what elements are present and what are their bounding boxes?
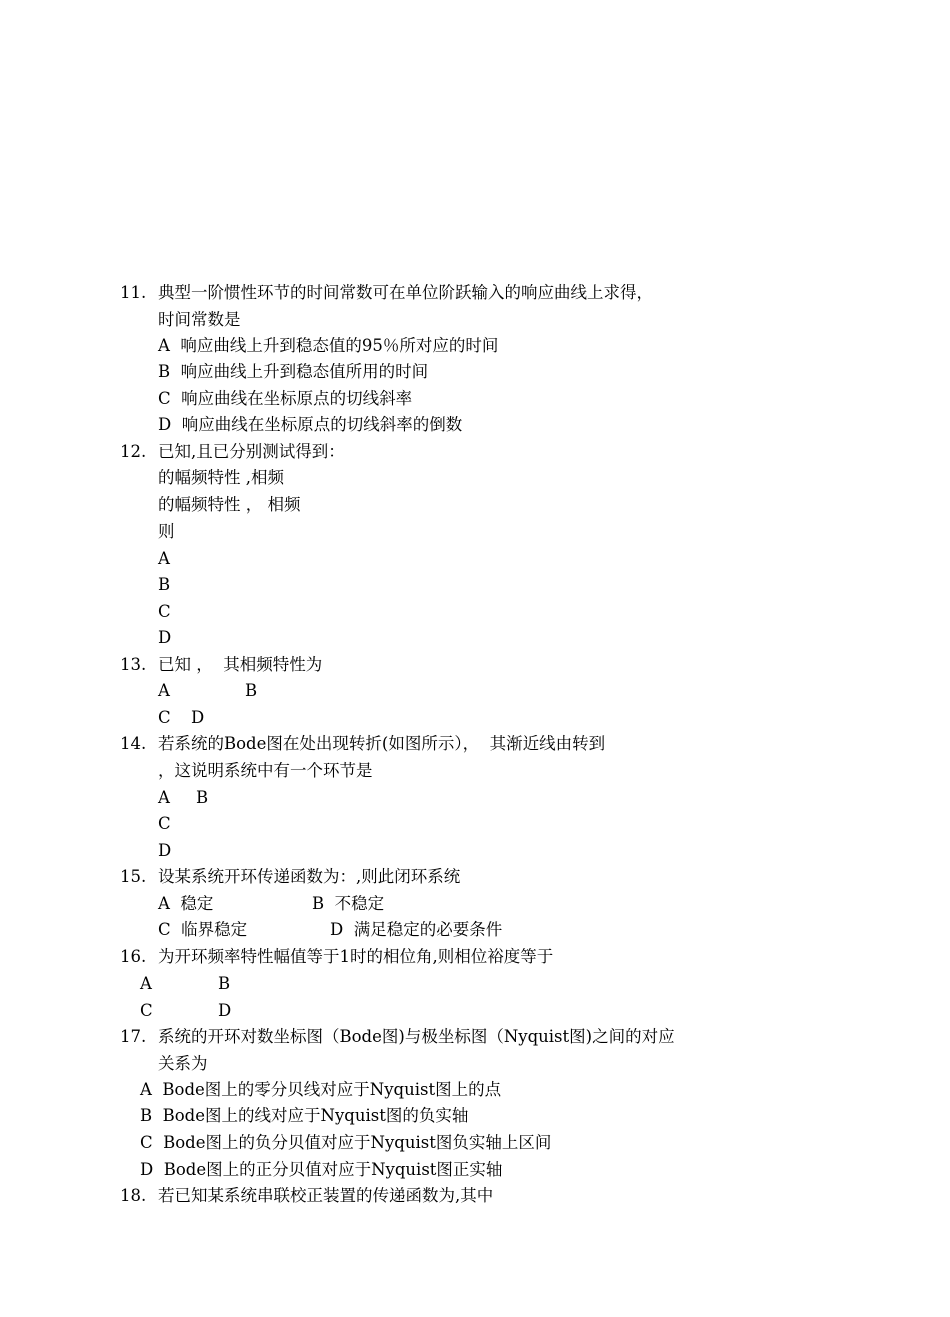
- option-b: B Bode图上的线对应于Nyquist图的负实轴: [140, 1106, 469, 1125]
- question-11: [120, 283, 653, 303]
- option-d: D 满足稳定的必要条件: [330, 920, 503, 939]
- option-d: D: [191, 708, 205, 727]
- option-b: B: [158, 575, 171, 594]
- option-a: A Bode图上的零分贝线对应于Nyquist图上的点: [140, 1080, 502, 1099]
- option-c: C: [140, 1001, 153, 1020]
- option-a: A 响应曲线上升到稳态值的95％所对应的时间: [158, 336, 499, 355]
- question-16: [120, 947, 553, 967]
- question-number: 13.: [120, 655, 147, 674]
- option-b: B: [196, 788, 209, 807]
- option-d: D: [158, 841, 172, 860]
- question-14: [120, 734, 605, 754]
- question-number: 12.: [120, 442, 147, 461]
- question-number: 18.: [120, 1186, 147, 1205]
- question-stem-continued: ，这说明系统中有一个环节是: [158, 761, 373, 780]
- question-12: [120, 442, 345, 462]
- question-17: [120, 1027, 675, 1047]
- option-c: C: [158, 814, 171, 833]
- question-stem: 设某系统开环传递函数为：,则此闭环系统: [158, 867, 461, 886]
- option-b: B 不稳定: [312, 894, 385, 913]
- option-c: C 临界稳定: [158, 920, 248, 939]
- option-b: B: [245, 681, 258, 700]
- option-c: C 响应曲线在坐标原点的切线斜率: [158, 389, 413, 408]
- option-d: D Bode图上的正分贝值对应于Nyquist图正实轴: [140, 1160, 503, 1179]
- option-d: D 响应曲线在坐标原点的切线斜率的倒数: [158, 415, 463, 434]
- option-d: D: [158, 628, 172, 647]
- option-a: A: [158, 549, 170, 568]
- option-b: B 响应曲线上升到稳态值所用的时间: [158, 362, 429, 381]
- question-number: 16.: [120, 947, 147, 966]
- option-a: A: [140, 974, 152, 993]
- option-a: A: [158, 788, 170, 807]
- question-stem-continued: 时间常数是: [158, 310, 241, 329]
- question-stem: 已知 ， 其相频特性为: [158, 655, 323, 674]
- question-stem: 若系统的Bode图在处出现转折(如图所示）， 其渐近线由转到: [158, 734, 606, 753]
- question-text-line: 的幅频特性 ,相频: [158, 468, 284, 487]
- question-number: 17.: [120, 1027, 147, 1046]
- question-stem: 典型一阶惯性环节的时间常数可在单位阶跃输入的响应曲线上求得，: [158, 283, 653, 302]
- question-stem-continued: 关系为: [158, 1054, 208, 1073]
- question-stem: 已知,且已分别测试得到：: [158, 442, 345, 461]
- option-a: A: [158, 681, 170, 700]
- option-d: D: [218, 1001, 232, 1020]
- question-number: 15.: [120, 867, 147, 886]
- question-number: 14.: [120, 734, 147, 753]
- question-text-line: 则: [158, 522, 175, 541]
- question-stem: 若已知某系统串联校正装置的传递函数为,其中: [158, 1186, 494, 1205]
- question-text-line: 的幅频特性 ， 相频: [158, 495, 301, 514]
- option-c: C: [158, 708, 171, 727]
- question-number: 11.: [120, 283, 147, 302]
- question-18: [120, 1186, 493, 1206]
- option-a: A 稳定: [158, 894, 214, 913]
- option-c: C Bode图上的负分贝值对应于Nyquist图负实轴上区间: [140, 1133, 552, 1152]
- option-b: B: [218, 974, 231, 993]
- question-15: [120, 867, 460, 887]
- option-c: C: [158, 602, 171, 621]
- question-stem: 为开环频率特性幅值等于1时的相位角,则相位裕度等于: [158, 947, 554, 966]
- question-13: [120, 655, 322, 675]
- question-stem: 系统的开环对数坐标图（Bode图)与极坐标图（Nyquist图)之间的对应: [158, 1027, 675, 1046]
